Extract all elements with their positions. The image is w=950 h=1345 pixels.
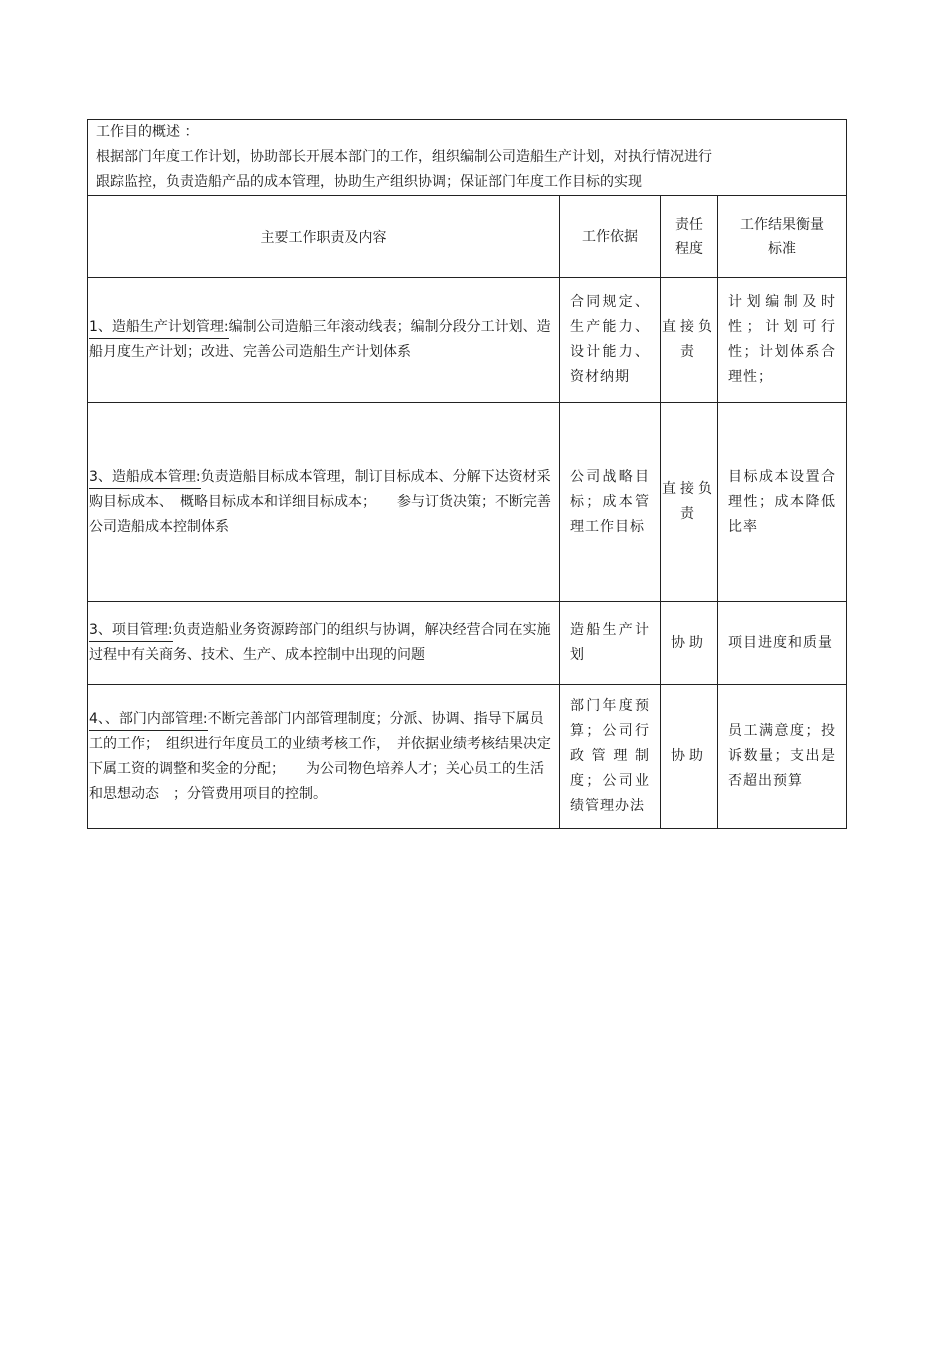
duty-description: 编制公司造船三年滚动线表；编制分段分工计划、造船月度生产计划；改进、完善公司造船生产计划体系 bbox=[89, 319, 551, 360]
standard-cell: 目标成本设置合理性；成本降低比率 bbox=[718, 403, 847, 602]
duty-title: 3、造船成本管理: bbox=[89, 466, 201, 489]
header-standard: 工作结果衡量 标准 bbox=[718, 196, 847, 278]
standard-cell: 计划编制及时性；计划可行性；计划体系合理性； bbox=[718, 278, 847, 403]
table-row bbox=[88, 403, 847, 602]
job-purpose-summary bbox=[88, 120, 847, 196]
summary-heading: 工作目的概述 ： bbox=[96, 124, 199, 140]
basis-cell: 公司战略目标；成本管理工作目标 bbox=[560, 403, 661, 602]
summary-line-1: 根据部门年度工作计划，协助部长开展本部门的工作，组织编制公司造船生产计划，对执行情况进行 bbox=[96, 149, 712, 165]
standard-cell: 项目进度和质量 bbox=[718, 602, 847, 685]
header-duties: 主要工作职责及内容 bbox=[88, 196, 560, 278]
basis-cell: 部门年度预算；公司行政管理制度；公司业绩管理办法 bbox=[560, 685, 661, 829]
duty-title: 1、造船生产计划管理: bbox=[89, 316, 229, 339]
table-row bbox=[88, 278, 847, 403]
responsibility-cell: 直接负责 bbox=[661, 278, 718, 403]
duty-description: 负责造船目标成本管理，制订目标成本、分解下达资材采购目标成本、 概略目标成本和详细目标成本； 参与订货决策；不断完善公司造船成本控制体系 bbox=[89, 468, 551, 535]
duty-title: 3、项目管理: bbox=[89, 619, 173, 642]
header-responsibility: 责任 程度 bbox=[661, 196, 718, 278]
duty-description: 负责造船业务资源跨部门的组织与协调，解决经营合同在实施过程中有关商务、技术、生产、成本控制中出现的问题 bbox=[89, 622, 551, 663]
duty-cell bbox=[88, 278, 560, 403]
duty-description: 不断完善部门内部管理制度；分派、协调、指导下属员工的工作； 组织进行年度员工的业绩考核工作， 并依据业绩考核结果决定下属工资的调整和奖金的分配； 为公司物色培养人才；关心员工的生活和思想动态 ；分管费用项目的控制。 bbox=[89, 710, 551, 802]
duty-cell bbox=[88, 403, 560, 602]
responsibility-cell: 协助 bbox=[661, 602, 718, 685]
duty-cell bbox=[88, 685, 560, 829]
basis-cell: 合同规定、生产能力、设计能力、资材纳期 bbox=[560, 278, 661, 403]
duty-cell bbox=[88, 602, 560, 685]
table-row bbox=[88, 685, 847, 829]
table-row bbox=[88, 602, 847, 685]
responsibility-cell: 直接负责 bbox=[661, 403, 718, 602]
duty-title: 4、、部门内部管理: bbox=[89, 708, 208, 731]
job-description-table bbox=[87, 119, 847, 829]
basis-cell: 造船生产计划 bbox=[560, 602, 661, 685]
header-basis: 工作依据 bbox=[560, 196, 661, 278]
summary-line-2: 跟踪监控，负责造船产品的成本管理，协助生产组织协调；保证部门年度工作目标的实现 bbox=[96, 174, 642, 190]
standard-cell: 员工满意度；投诉数量；支出是否超出预算 bbox=[718, 685, 847, 829]
responsibility-cell: 协助 bbox=[661, 685, 718, 829]
